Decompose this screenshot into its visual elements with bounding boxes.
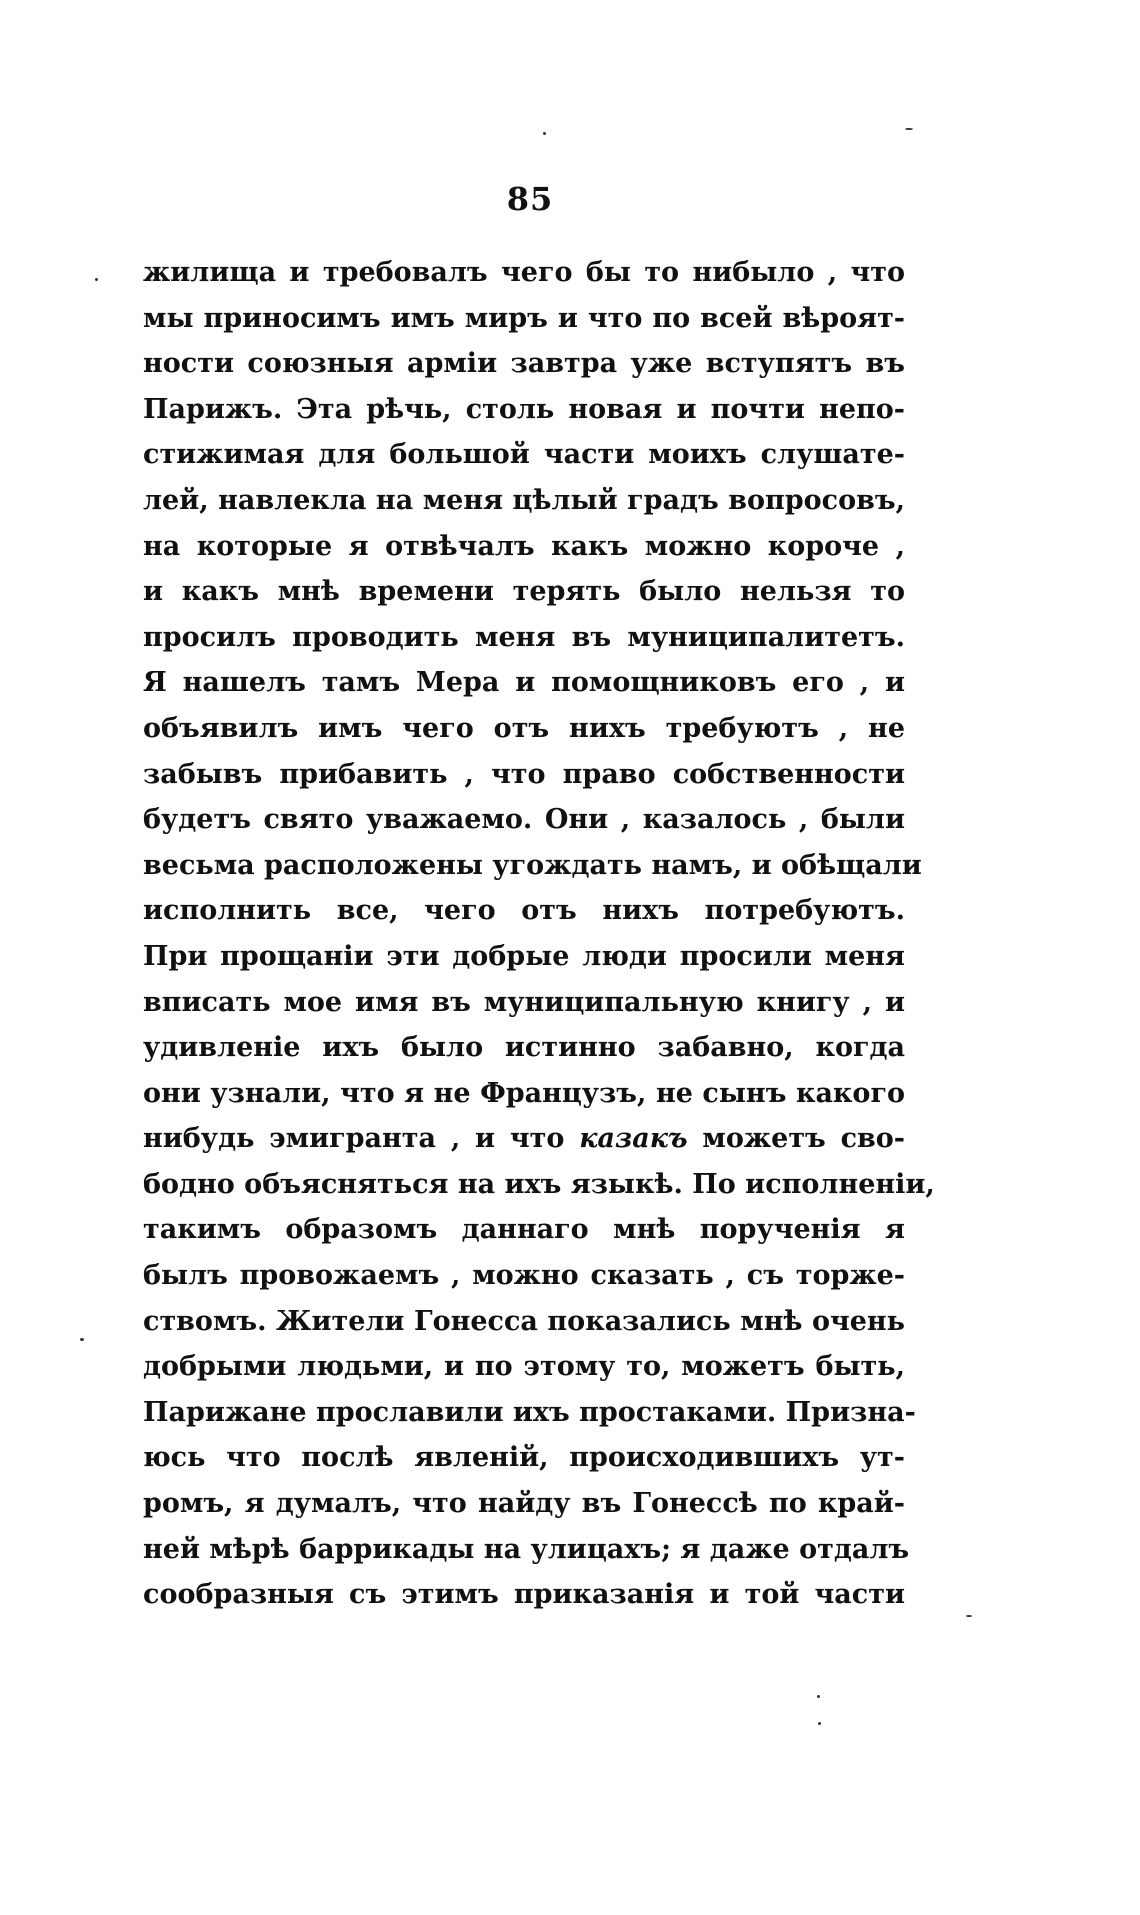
scan-speck: [95, 278, 98, 281]
text-line: удивленіе ихъ было истинно забавно, когда: [143, 1032, 905, 1064]
text-line: они узнали, что я не Французъ, не сынъ какого: [143, 1077, 905, 1109]
scan-speck: [905, 128, 913, 130]
text-segment: нибудь эмигранта , и что: [143, 1123, 565, 1155]
scan-speck: [543, 132, 546, 135]
text-line: былъ провожаемъ , можно сказать , съ торже-: [143, 1260, 905, 1292]
text-line: и какъ мнѣ времени терять было нельзя то: [143, 576, 905, 608]
text-line: Я нашелъ тамъ Мера и помощниковъ его , и: [143, 667, 905, 699]
text-line: добрыми людьми, и по этому то, можетъ быть,: [143, 1351, 905, 1383]
scan-speck: [817, 1695, 820, 1698]
text-line: юсь что послѣ явленій, происходившихъ ут-: [143, 1442, 905, 1474]
text-segment: можетъ сво-: [702, 1123, 905, 1155]
text-line: исполнить все, чего отъ нихъ потребуютъ.: [143, 895, 905, 927]
text-line: ствомъ. Жители Гонесса показались мнѣ очень: [143, 1305, 905, 1337]
scan-speck: [966, 1615, 972, 1617]
text-line: бодно объясняться на ихъ языкѣ. По исполненіи,: [143, 1168, 935, 1200]
text-line: Парижъ. Эта рѣчь, столь новая и почти непо-: [143, 393, 905, 425]
text-line: Парижане прославили ихъ простаками. Призна-: [143, 1396, 916, 1428]
text-line: просилъ проводить меня въ муниципалитетъ.: [143, 621, 905, 653]
text-line: вписать мое имя въ муниципальную книгу , и: [143, 986, 905, 1018]
text-line: жилища и требовалъ чего бы то нибыло , что: [143, 257, 905, 288]
text-line: весьма расположены угождать намъ, и обѣщали: [143, 849, 922, 881]
text-line: ности союзныя арміи завтра уже вступятъ въ: [143, 348, 905, 380]
text-line: ней мѣрѣ баррикады на улицахъ; я даже отдалъ: [143, 1533, 910, 1565]
text-line: стижимая для большой части моихъ слушате-: [143, 439, 905, 471]
body-text: [143, 250, 935, 1618]
text-line: сообразныя съ этимъ приказанія и той части: [143, 1579, 905, 1611]
text-line-with-italic: [143, 1116, 905, 1162]
text-line: лей, навлекла на меня цѣлый градъ вопросовъ,: [143, 484, 905, 516]
text-line: ромъ, я думалъ, что найду въ Гонессѣ по край-: [143, 1488, 905, 1520]
text-line: на которые я отвѣчалъ какъ можно короче ,: [143, 530, 905, 562]
text-line: забывъ прибавить , что право собственности: [143, 758, 905, 790]
text-line: При прощаніи эти добрые люди просили меня: [143, 940, 905, 972]
italic-word: казакъ: [579, 1123, 688, 1155]
text-line: мы приносимъ имъ миръ и что по всей вѣроят-: [143, 302, 905, 334]
text-line: объявилъ имъ чего отъ нихъ требуютъ , не: [143, 712, 905, 744]
scan-speck: [80, 1338, 84, 1341]
text-line: будетъ свято уважаемо. Они , казалось , были: [143, 804, 905, 836]
page-number: 85: [506, 180, 554, 218]
text-line: такимъ образомъ даннаго мнѣ порученія я: [143, 1214, 905, 1246]
scan-speck: [818, 1722, 821, 1725]
